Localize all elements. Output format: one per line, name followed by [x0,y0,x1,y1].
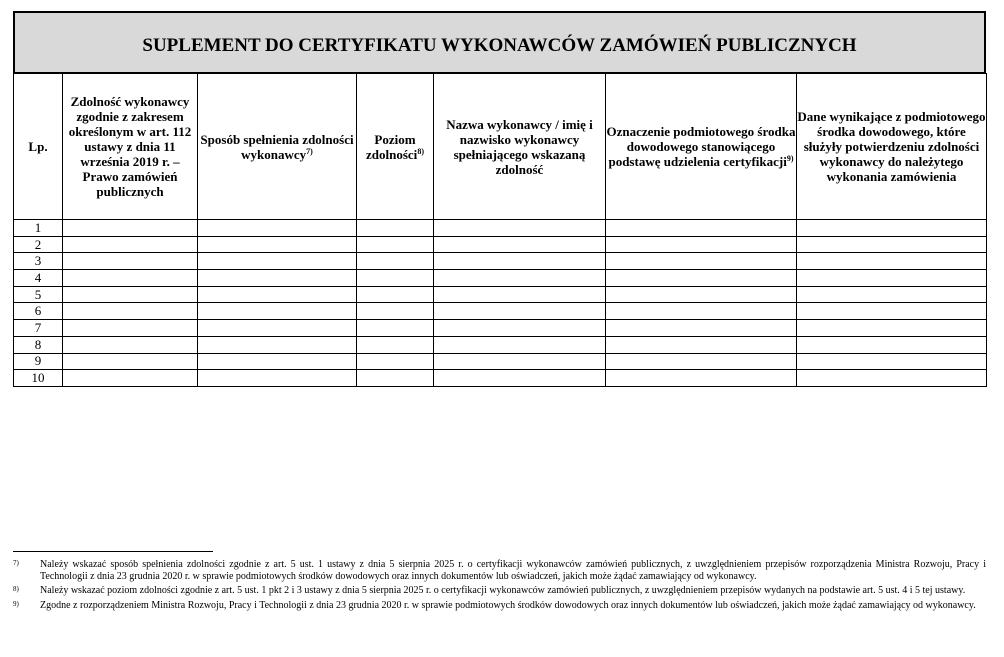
table-cell[interactable] [357,270,434,287]
table-cell[interactable] [434,253,606,270]
table-row [14,353,987,370]
header-capability: Zdolność wykonawcy zgodnie z zakresem określonym w art. 112 ustawy z dnia 11 września 2019 r. – Prawo zamówień publicznych [63,74,198,220]
table-cell[interactable] [198,286,357,303]
table-cell[interactable] [434,220,606,237]
table-cell[interactable] [434,353,606,370]
table-cell[interactable] [357,370,434,387]
table-cell[interactable] [357,353,434,370]
supplement-table [13,73,987,387]
document-title: SUPLEMENT DO CERTYFIKATU WYKONAWCÓW ZAMÓWIEŃ PUBLICZNYCH [142,34,857,56]
table-cell[interactable] [198,320,357,337]
table-cell[interactable] [198,253,357,270]
table-cell[interactable] [434,320,606,337]
table-cell[interactable] [357,220,434,237]
footnote-separator [13,551,213,552]
table-cell[interactable] [198,370,357,387]
table-cell[interactable] [198,220,357,237]
header-evidence-data: Dane wynikające z podmiotowego środka dowodowego, które służyły potwierdzeniu zdolności wykonawcy do należytego wykonania zamówienia [797,74,987,220]
footnote-ref-7: 7) [306,146,313,156]
row-number: 3 [14,253,63,270]
table-cell[interactable] [357,286,434,303]
table-cell[interactable] [434,270,606,287]
header-level: Poziom zdolności$^{8)}$ [357,74,434,220]
footnote-text: Zgodne z rozporządzeniem Ministra Rozwoju, Pracy i Technologii z dnia 23 grudnia 2020 r. w sprawie podmiotowych środków dowodowych oraz innych dokumentów lub oświadczeń, jakich może żądać zamawiający od wykonawcy. [40,599,976,611]
row-number: 4 [14,270,63,287]
table-cell[interactable] [63,336,198,353]
table-row [14,253,987,270]
header-evidence-designation: Oznaczenie podmiotowego środka dowodowego stanowiącego podstawę udzielenia certyfikacji$^{9)}$ [606,74,797,220]
table-cell[interactable] [797,253,987,270]
table-cell[interactable] [797,236,987,253]
footnote-mark: 7) [13,559,19,567]
table-cell[interactable] [606,253,797,270]
table-cell[interactable] [63,370,198,387]
table-cell[interactable] [434,236,606,253]
table-cell[interactable] [198,336,357,353]
table-cell[interactable] [606,236,797,253]
table-cell[interactable] [63,253,198,270]
table-cell[interactable] [198,353,357,370]
table-cell[interactable] [63,270,198,287]
table-row [14,336,987,353]
table-cell[interactable] [606,353,797,370]
row-number: 7 [14,320,63,337]
table-cell[interactable] [63,220,198,237]
table-row [14,270,987,287]
table-cell[interactable] [434,336,606,353]
row-number: 10 [14,370,63,387]
table-cell[interactable] [63,353,198,370]
footnote-9 [13,600,986,612]
header-contractor-name: Nazwa wykonawcy / imię i nazwisko wykonawcy spełniającego wskazaną zdolność [434,74,606,220]
footnotes [13,559,986,614]
table-cell[interactable] [198,303,357,320]
row-number: 1 [14,220,63,237]
table-cell[interactable] [198,270,357,287]
table-row [14,370,987,387]
table-cell[interactable] [606,270,797,287]
header-lp: Lp. [14,74,63,220]
table-cell[interactable] [606,320,797,337]
footnote-ref-9: 9) [786,154,794,163]
table-cell[interactable] [63,320,198,337]
table-cell[interactable] [606,286,797,303]
footnote-mark: 9) [13,599,19,608]
table-cell[interactable] [357,236,434,253]
table-row [14,320,987,337]
table-cell[interactable] [434,370,606,387]
table-row [14,303,987,320]
table-row [14,236,987,253]
table-header-row [14,74,987,220]
table-cell[interactable] [797,336,987,353]
table-cell[interactable] [63,303,198,320]
table-cell[interactable] [797,270,987,287]
table-cell[interactable] [606,370,797,387]
table-cell[interactable] [797,286,987,303]
row-number: 5 [14,286,63,303]
footnote-ref-8: 8) [417,146,424,156]
table-cell[interactable] [797,220,987,237]
table-cell[interactable] [606,303,797,320]
table-cell[interactable] [797,303,987,320]
table-cell[interactable] [797,353,987,370]
table-cell[interactable] [434,286,606,303]
table-cell[interactable] [63,286,198,303]
footnote-8 [13,585,986,597]
footnote-mark: 8) [13,585,19,593]
footnote-text: Należy wskazać sposób spełnienia zdolności zgodnie z art. 5 ust. 1 ustawy z dnia 5 sierpnia 2025 r. o certyfikacji wykonawców zamówień publicznych, z uwzględnieniem przepisów rozporządzenia Ministra Rozwoju, Pracy i Technologii z dnia 23 grudnia 2020 r. w sprawie podmiotowych środków dowodowych oraz innych dokumentów lub oświadczeń, jakich może żądać zamawiający od wykonawcy. [40,559,986,582]
table-cell[interactable] [606,220,797,237]
row-number: 2 [14,236,63,253]
table-cell[interactable] [606,336,797,353]
table-cell[interactable] [198,236,357,253]
table-row [14,286,987,303]
table-cell[interactable] [357,253,434,270]
table-cell[interactable] [357,336,434,353]
row-number: 9 [14,353,63,370]
footnote-text: Należy wskazać poziom zdolności zgodnie z art. 5 ust. 1 pkt 2 i 3 ustawy z dnia 5 sierpnia 2025 r. o certyfikacji wykonawców zamówień publicznych, z uwzględnieniem przepisów wydanych na podstawie art. 5 ust. 4 i 5 tej ustawy. [40,585,966,596]
footnote-7 [13,559,986,582]
header-method: Sposób spełnienia zdolności wykonawcy$^{7)}$ [198,74,357,220]
table-cell[interactable] [63,236,198,253]
title-banner [13,11,986,74]
row-number: 8 [14,336,63,353]
table-cell[interactable] [357,303,434,320]
row-number: 6 [14,303,63,320]
table-cell[interactable] [797,320,987,337]
table-cell[interactable] [434,303,606,320]
table-cell[interactable] [357,320,434,337]
table-cell[interactable] [797,370,987,387]
table-row [14,220,987,237]
